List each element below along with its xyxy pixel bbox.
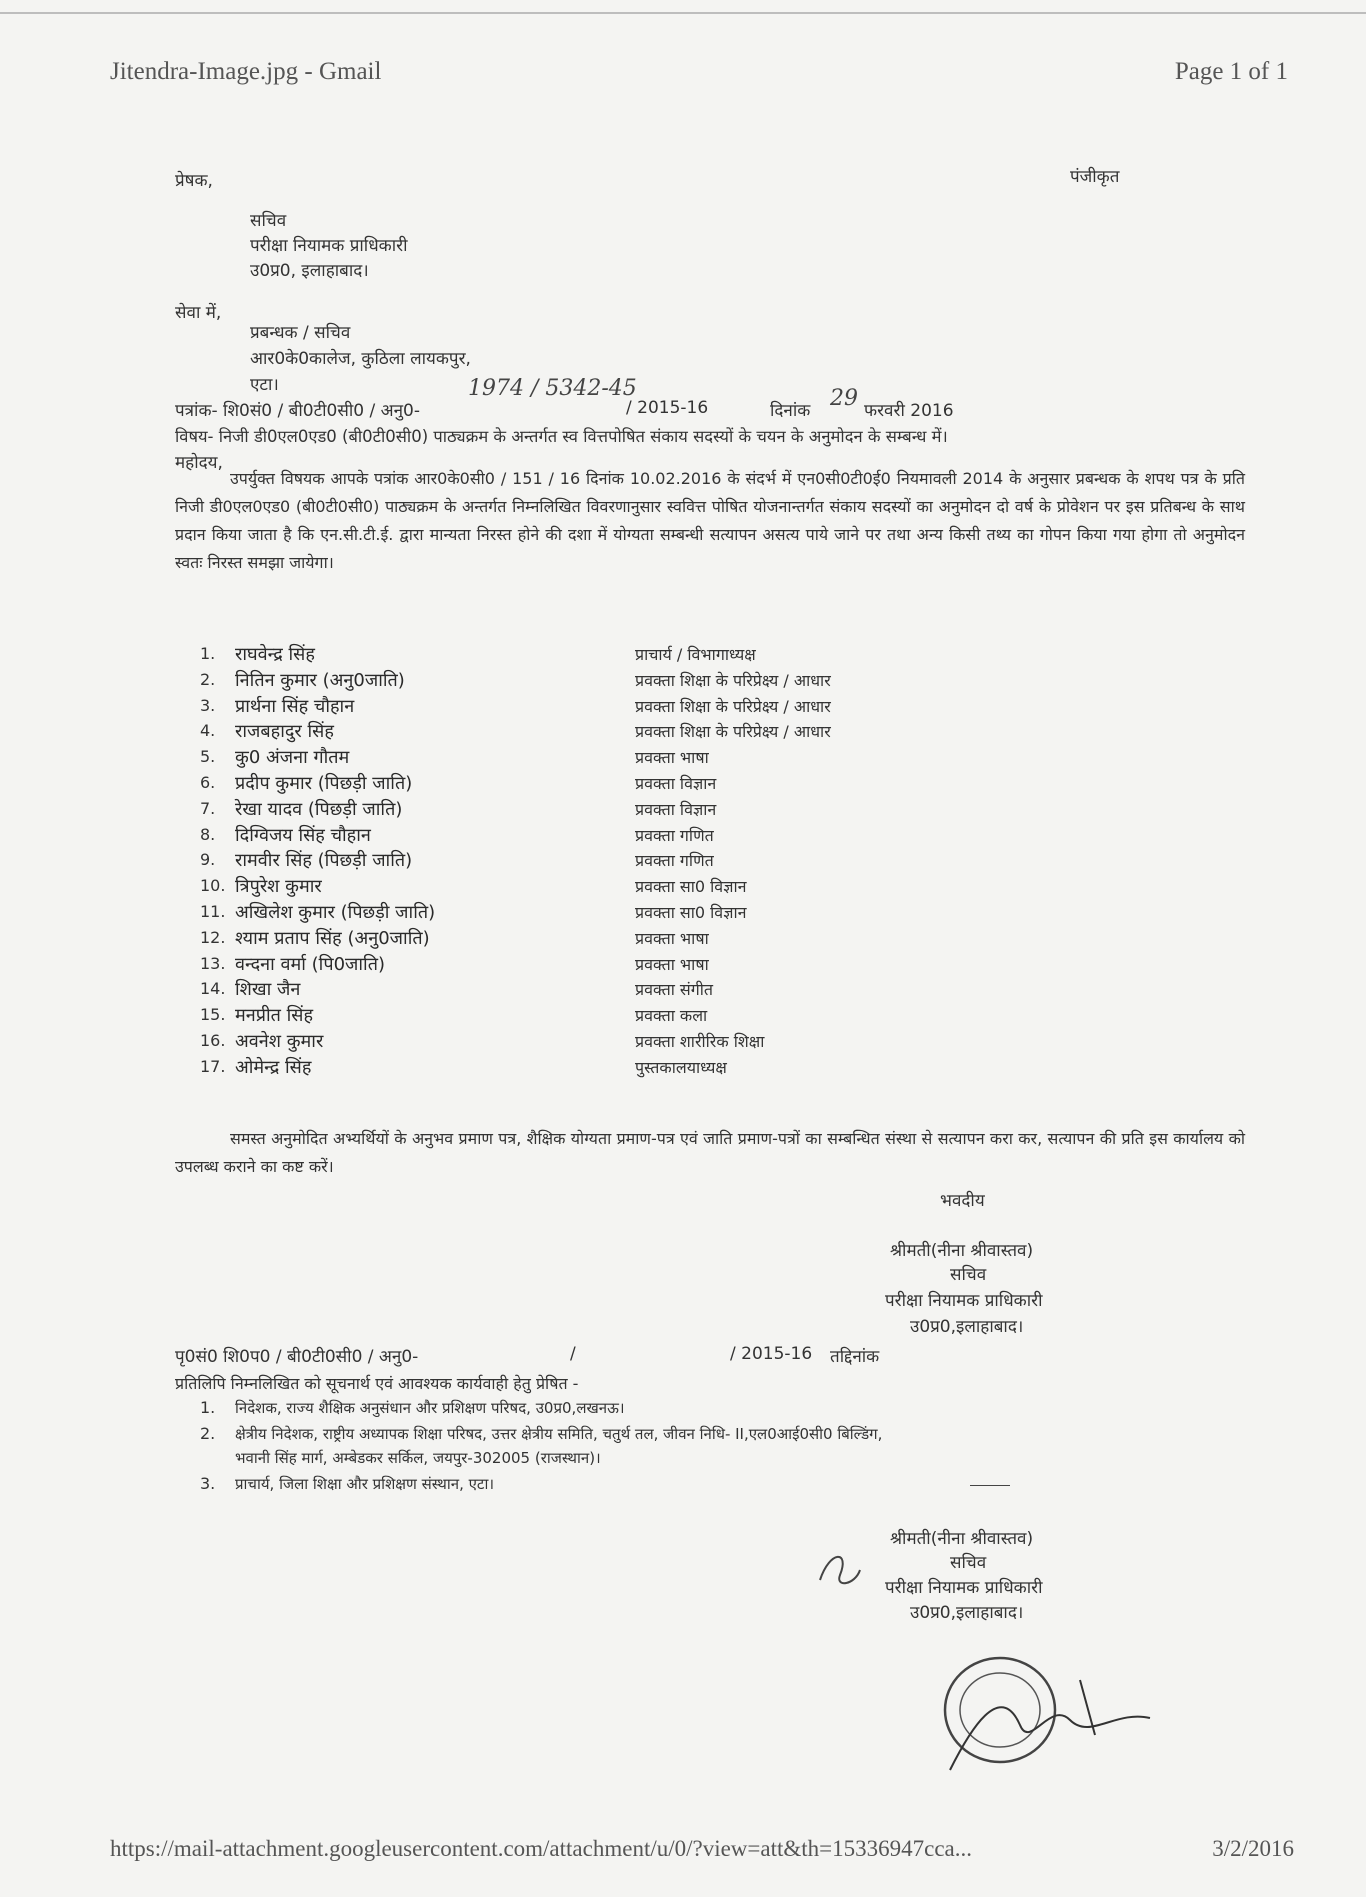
date-prefix: दिनांक xyxy=(770,401,811,421)
staff-post: प्रवक्ता शिक्षा के परिप्रेक्ष्य / आधार xyxy=(635,670,831,690)
signature-mark xyxy=(970,1485,1010,1486)
sig2-name: श्रीमती(नीना श्रीवास्तव) xyxy=(890,1529,1034,1549)
sender-line-3: उ0प्र0, इलाहाबाद। xyxy=(250,261,369,281)
sig2-place: उ0प्र0,इलाहाबाद। xyxy=(910,1603,1024,1623)
staff-post: प्रवक्ता भाषा xyxy=(635,954,709,974)
copy-year: / 2015-16 xyxy=(730,1344,813,1364)
copy-recipient: प्राचार्य, जिला शिक्षा और प्रशिक्षण संस्थान, एटा। xyxy=(235,1475,495,1493)
staff-post: प्रवक्ता शिक्षा के परिप्रेक्ष्य / आधार xyxy=(635,696,831,716)
staff-number: 12. xyxy=(200,927,226,947)
staff-post: प्रवक्ता संगीत xyxy=(635,980,714,1000)
print-footer-date: 3/2/2016 xyxy=(1212,1836,1294,1861)
salutation: महोदय, xyxy=(175,453,223,473)
staff-name: दिग्विजय सिंह चौहान xyxy=(235,824,371,846)
staff-post: प्रवक्ता गणित xyxy=(635,851,714,871)
staff-number: 10. xyxy=(200,876,226,896)
to-line-1: प्रबन्धक / सचिव xyxy=(250,323,351,343)
print-header-title: Jitendra-Image.jpg - Gmail xyxy=(110,58,382,85)
staff-name: प्रार्थना सिंह चौहान xyxy=(235,695,355,717)
ref-handwritten: 1974 / 5342-45 xyxy=(468,376,637,401)
staff-name: वन्दना वर्मा (पि0जाति) xyxy=(235,953,385,975)
sender-line-1: सचिव xyxy=(250,211,287,231)
copy-recipient: भवानी सिंह मार्ग, अम्बेडकर सर्किल, जयपुर-302005 (राजस्थान)। xyxy=(235,1449,601,1467)
staff-number: 17. xyxy=(200,1056,226,1076)
copy-number: 3. xyxy=(200,1474,216,1493)
staff-number: 16. xyxy=(200,1031,226,1050)
staff-post: प्रवक्ता शिक्षा के परिप्रेक्ष्य / आधार xyxy=(635,722,831,742)
copy-ref: पृ0सं0 शि0प0 / बी0टी0सी0 / अनु0- xyxy=(175,1347,419,1367)
registered-label: पंजीकृत xyxy=(1070,167,1120,187)
sig1-place: उ0प्र0,इलाहाबाद। xyxy=(910,1317,1024,1337)
staff-name: रामवीर सिंह (पिछड़ी जाति) xyxy=(235,850,413,872)
print-footer-url: https://mail-attachment.googleusercontent.com/attachment/u/0/?view=att&th=15336947cca... xyxy=(110,1836,973,1861)
sig1-office: परीक्षा नियामक प्राधिकारी xyxy=(885,1291,1043,1311)
staff-post: प्राचार्य / विभागाध्यक्ष xyxy=(635,645,756,664)
staff-name: अवनेश कुमार xyxy=(235,1031,324,1052)
yours-faithfully: भवदीय xyxy=(940,1191,985,1211)
closing-paragraph: समस्त अनुमोदित अभ्यर्थियों के अनुभव प्रमाण पत्र, शैक्षिक योग्यता प्रमाण-पत्र एवं जाति प्रमाण-पत्रों का सम्बन्धित संस्था से सत्यापन करा कर, सत्यापन की प्रति इस कार्यालय को उपलब्ध कराने का कष्ट करें। xyxy=(175,1129,1245,1176)
copy-slash: / xyxy=(570,1344,576,1364)
sender-label: प्रेषक, xyxy=(175,171,213,191)
staff-name: कु0 अंजना गौतम xyxy=(235,747,350,769)
staff-post: प्रवक्ता गणित xyxy=(635,825,714,845)
staff-number: 8. xyxy=(200,824,216,844)
staff-number: 4. xyxy=(200,721,216,741)
staff-name: अखिलेश कुमार (पिछड़ी जाति) xyxy=(235,902,436,923)
staff-number: 13. xyxy=(200,953,226,973)
staff-post: प्रवक्ता भाषा xyxy=(635,748,709,768)
sender-line-2: परीक्षा नियामक प्राधिकारी xyxy=(250,236,408,256)
staff-post: पुस्तकालयाध्यक्ष xyxy=(635,1057,727,1077)
ref-year: / 2015-16 xyxy=(626,398,709,418)
sig2-office: परीक्षा नियामक प्राधिकारी xyxy=(885,1578,1043,1598)
office-seal-and-signature xyxy=(930,1640,1170,1790)
staff-post: प्रवक्ता सा0 विज्ञान xyxy=(635,903,747,922)
staff-name: शिखा जैन xyxy=(235,979,301,1001)
copy-recipient: क्षेत्रीय निदेशक, राष्ट्रीय अध्यापक शिक्षा परिषद, उत्तर क्षेत्रीय समिति, चतुर्थ तल, जीवन निधि- II,एल0आई0सी0 बिल्डिंग, xyxy=(235,1425,883,1443)
staff-name: राजबहादुर सिंह xyxy=(235,721,334,743)
ref-prefix: पत्रांक- शि0सं0 / बी0टी0सी0 / अनु0- xyxy=(175,401,420,421)
body-paragraph: उपर्युक्त विषयक आपके पत्रांक आर0के0सी0 / 151 / 16 दिनांक 10.02.2016 के संदर्भ में एन0सी0टी0ई0 नियमावली 2014 के अनुसार प्रबन्धक के शपथ पत्र के प्रति निजी डी0एल0एड0 (बी0टी0सी0) पाठ्यक्रम के अन्तर्गत निम्नलिखित विवरणानुसार स्ववित्त पोषित योजनान्तर्गत संकाय सदस्यों का अनुमोदन दो वर्ष के प्रोवेशन पर इस प्रतिबन्ध के साथ प्रदान किया जाता है कि एन.सी.टी.ई. द्वारा मान्यता निरस्त होने की दशा में योग्यता सम्बन्धी सत्यापन असत्य पाये जाने पर तथा अन्य किसी तथ्य का गोपन किया गया होगा तो अनुमोदन स्वतः निरस्त समझा जायेगा। xyxy=(175,469,1245,572)
initials-mark xyxy=(810,1540,870,1600)
staff-name: मनप्रीत सिंह xyxy=(235,1005,314,1027)
staff-name: नितिन कुमार (अनु0जाति) xyxy=(235,669,405,691)
sig1-title: सचिव xyxy=(950,1265,987,1285)
staff-name: रेखा यादव (पिछड़ी जाति) xyxy=(235,798,403,820)
staff-number: 6. xyxy=(200,773,216,792)
sig2-title: सचिव xyxy=(950,1553,987,1573)
date-suffix: फरवरी 2016 xyxy=(864,401,954,421)
staff-number: 15. xyxy=(200,1005,226,1025)
copy-intro: प्रतिलिपि निम्नलिखित को सूचनार्थ एवं आवश्यक कार्यवाही हेतु प्रेषित - xyxy=(175,1374,579,1393)
top-rule xyxy=(0,12,1366,14)
copy-number: 2. xyxy=(200,1424,216,1443)
copy-date: तद्दिनांक xyxy=(830,1347,880,1367)
staff-name: त्रिपुरेश कुमार xyxy=(235,876,322,898)
print-header-page: Page 1 of 1 xyxy=(1174,58,1288,85)
copy-recipient: निदेशक, राज्य शैक्षिक अनुसंधान और प्रशिक्षण परिषद, उ0प्र0,लखनऊ। xyxy=(235,1399,625,1417)
letter-sheet xyxy=(150,140,1250,1780)
staff-number: 1. xyxy=(200,644,216,663)
staff-number: 11. xyxy=(200,902,226,921)
staff-number: 7. xyxy=(200,798,216,818)
staff-name: राघवेन्द्र सिंह xyxy=(235,644,315,665)
sig1-name: श्रीमती(नीना श्रीवास्तव) xyxy=(890,1241,1034,1261)
staff-name: श्याम प्रताप सिंह (अनु0जाति) xyxy=(235,927,430,949)
subject-line: विषय- निजी डी0एल0एड0 (बी0टी0सी0) पाठ्यक्रम के अन्तर्गत स्व वित्तपोषित संकाय सदस्यों के चयन के अनुमोदन के सम्बन्ध में। xyxy=(175,427,948,446)
staff-post: प्रवक्ता शारीरिक शिक्षा xyxy=(635,1032,765,1051)
staff-number: 5. xyxy=(200,747,216,767)
staff-post: प्रवक्ता विज्ञान xyxy=(635,774,717,793)
to-line-3: एटा। xyxy=(250,375,279,395)
to-line-2: आर0के0कालेज, कुठिला लायकपुर, xyxy=(250,349,471,369)
staff-number: 3. xyxy=(200,695,216,715)
staff-number: 9. xyxy=(200,850,216,870)
copy-number: 1. xyxy=(200,1398,216,1417)
staff-number: 2. xyxy=(200,669,216,689)
staff-post: प्रवक्ता सा0 विज्ञान xyxy=(635,877,747,897)
staff-number: 14. xyxy=(200,979,226,999)
staff-post: प्रवक्ता भाषा xyxy=(635,928,709,948)
staff-post: प्रवक्ता कला xyxy=(635,1006,708,1026)
to-label: सेवा में, xyxy=(175,303,222,323)
date-handwritten: 29 xyxy=(830,386,858,411)
staff-name: प्रदीप कुमार (पिछड़ी जाति) xyxy=(235,773,413,794)
staff-post: प्रवक्ता विज्ञान xyxy=(635,799,717,819)
staff-name: ओमेन्द्र सिंह xyxy=(235,1056,312,1078)
